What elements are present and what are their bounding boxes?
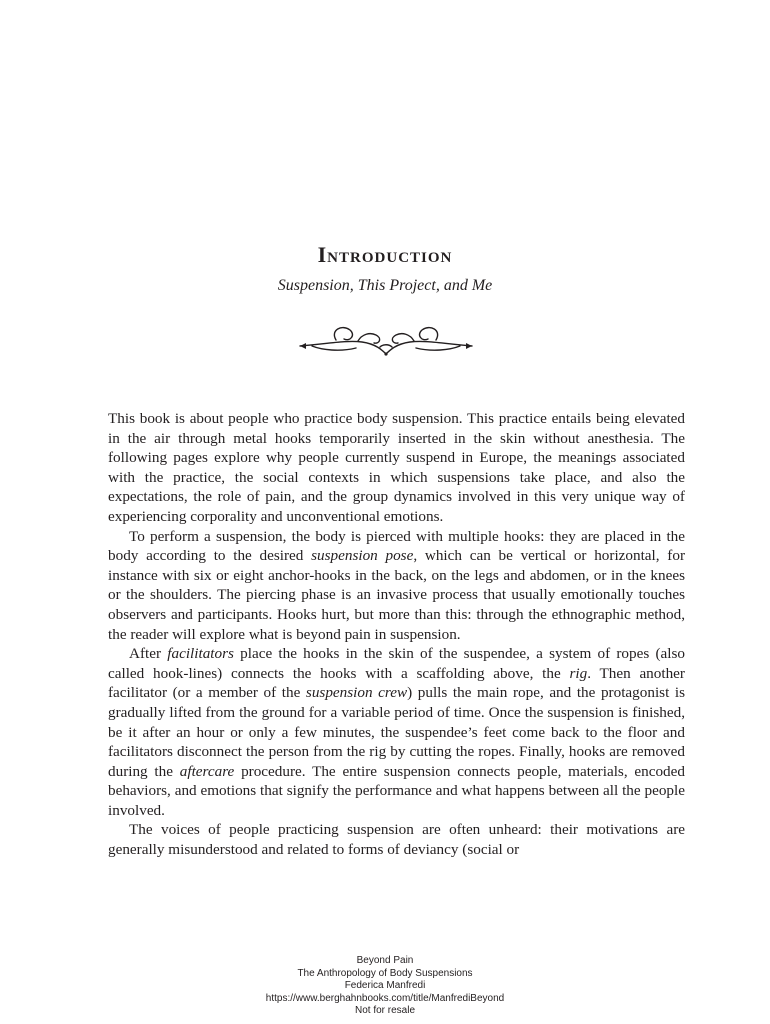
footer-book-subtitle: The Anthropology of Body Suspensions [297, 967, 473, 979]
paragraph-text: place the hooks in the skin of the suspendee, a system of ropes (also called hook-lines) connects the hooks with a scaffolding above, the [108, 645, 685, 682]
footer-book-title: Beyond Pain [356, 955, 414, 966]
italic-term: suspension crew [305, 684, 408, 702]
body-text [108, 409, 685, 860]
chapter-title: Introduction [317, 242, 453, 267]
footer-author: Federica Manfredi [344, 980, 426, 992]
paragraph-text: After [129, 645, 168, 663]
footer-url: https://www.berghahnbooks.com/title/ManfrediBeyond [265, 992, 505, 1004]
chapter-subtitle: Suspension, This Project, and Me [277, 277, 493, 294]
italic-term: aftercare [179, 762, 235, 780]
italic-term: suspension pose [311, 547, 414, 565]
footer-notice: Not for resale [354, 1005, 416, 1017]
flourish-ornament-icon [296, 320, 476, 360]
paragraph [108, 820, 685, 859]
italic-term: rig [569, 664, 588, 682]
paragraph-text: procedure. The entire suspension connects people, materials, encoded behaviors, and emotions that signify the performance and what happens between all the people involved. [108, 762, 685, 819]
paragraph-text: , which can be vertical or horizontal, for instance with six or eight anchor-hooks in the back, on the legs and abdomen, or in the knees or the shoulders. The piercing phase is an invasive process that usually emotionally touches observers and participants. Hooks hurt, but more than this: through the ethnographic method, the reader will explore what is beyond pain in suspension. [108, 547, 686, 643]
paragraph-text: The voices of people practicing suspension are often unheard: their motivations are generally misunderstood and related to forms of deviancy (social or [108, 821, 685, 859]
paragraph [108, 527, 685, 645]
paragraph-text: This book is about people who practice body suspension. This practice entails being elevated in the air through metal hooks temporarily inserted in the skin without anesthesia. The following pages explore why people currently suspend in Europe, the meanings associated with the practice, the social contexts in which suspensions take place, and also the expectations, the role of pain, and the group dynamics involved in this very unique way of experiencing corporality and unconventional emotions. [108, 410, 685, 525]
paragraph-text: . Then another facilitator (or a member of the [108, 664, 685, 702]
paragraph-text: To perform a suspension, the body is pierced with multiple hooks: they are placed in the body according to the desired [108, 527, 685, 565]
italic-term: facilitators [167, 645, 234, 663]
paragraph-text: ) pulls the main rope, and the protagonist is gradually lifted from the ground for a variable period of time. Once the suspension is finished, be it after an hour or only a few minutes, the suspendee’s feet come back to the floor and facilitators disconnect the person from the rig by cutting the ropes. Finally, hooks are removed during the [108, 684, 685, 780]
paragraph [108, 644, 685, 820]
paragraph [108, 409, 685, 527]
footer [0, 955, 770, 1018]
